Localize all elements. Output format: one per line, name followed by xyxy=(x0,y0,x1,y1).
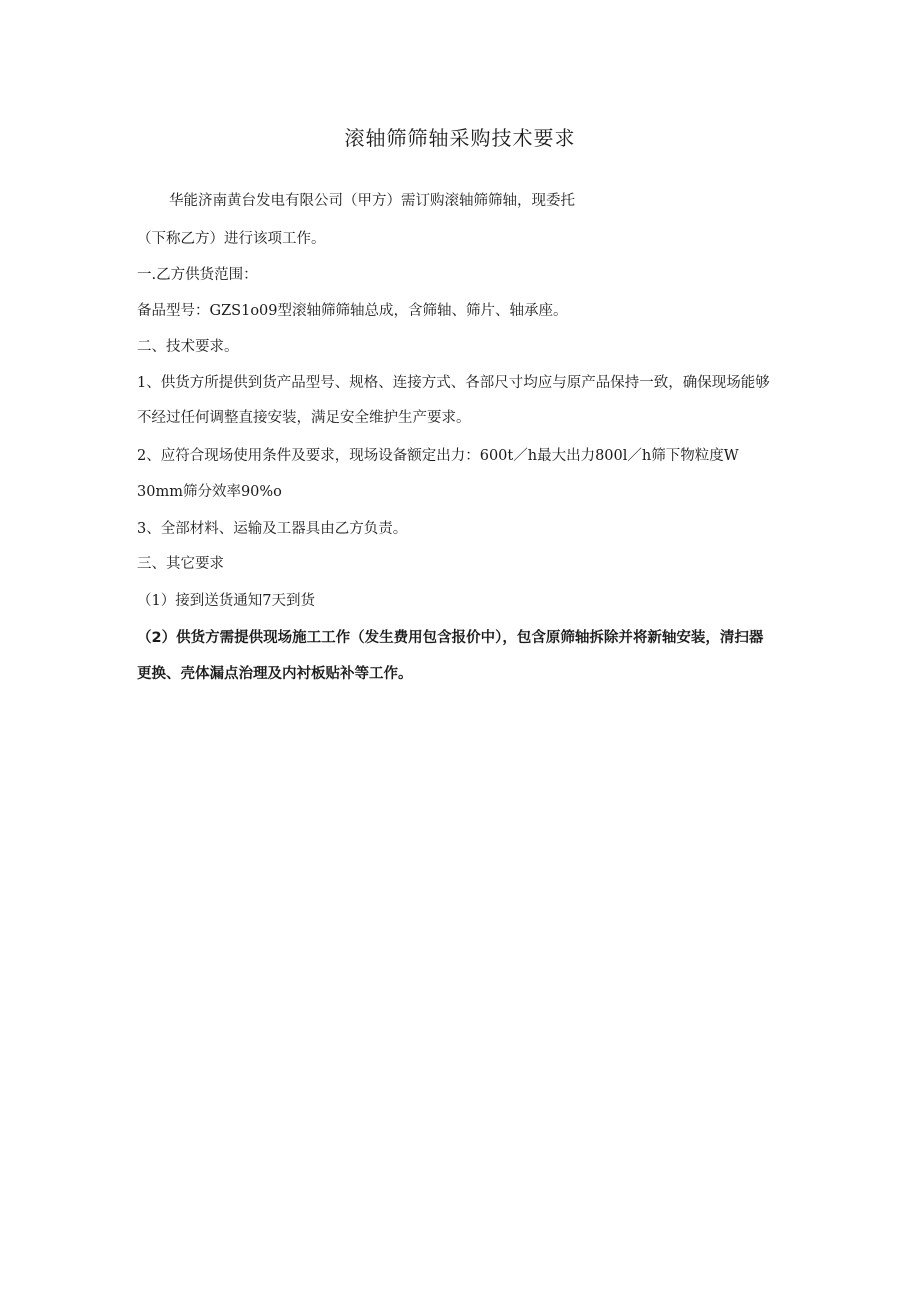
section-3-item-1: （1）接到送货通知7天到货 xyxy=(137,593,315,609)
section-2-item-2-line-1: 2、应符合现场使用条件及要求，现场设备额定出力：600t／h最大出力800l／h筛下物粒度W xyxy=(137,448,739,464)
section-3-heading: 三、其它要求 xyxy=(137,556,224,572)
section-2-item-1-line-1: 1、供货方所提供到货产品型号、规格、连接方式、各部尺寸均应与原产品保持一致，确保现场能够 xyxy=(137,375,770,391)
section-1-heading: 一.乙方供货范围： xyxy=(137,267,258,283)
intro-line-1: 华能济南黄台发电有限公司（甲方）需订购滚轴筛筛轴，现委托 xyxy=(169,193,575,209)
section-3-item-2-line-2: 更换、壳体漏点治理及内衬板贴补等工作。 xyxy=(137,666,413,682)
intro-line-2: （下称乙方）进行该项工作。 xyxy=(137,231,326,247)
section-2-item-3: 3、全部材料、运输及工器具由乙方负责。 xyxy=(137,521,408,537)
document-title: 滚轴筛筛轴采购技术要求 xyxy=(344,126,576,150)
section-1-item: 备品型号：GZS1o09型滚轴筛筛轴总成，含筛轴、筛片、轴承座。 xyxy=(137,303,568,319)
section-2-item-1-line-2: 不经过任何调整直接安装，满足安全维护生产要求。 xyxy=(137,410,471,426)
section-2-item-2-line-2: 30mm筛分效率90%o xyxy=(137,484,282,500)
section-3-item-2-line-1: （2）供货方需提供现场施工工作（发生费用包含报价中），包含原筛轴拆除并将新轴安装，清扫器 xyxy=(137,630,764,646)
section-2-heading: 二、技术要求。 xyxy=(137,339,239,355)
